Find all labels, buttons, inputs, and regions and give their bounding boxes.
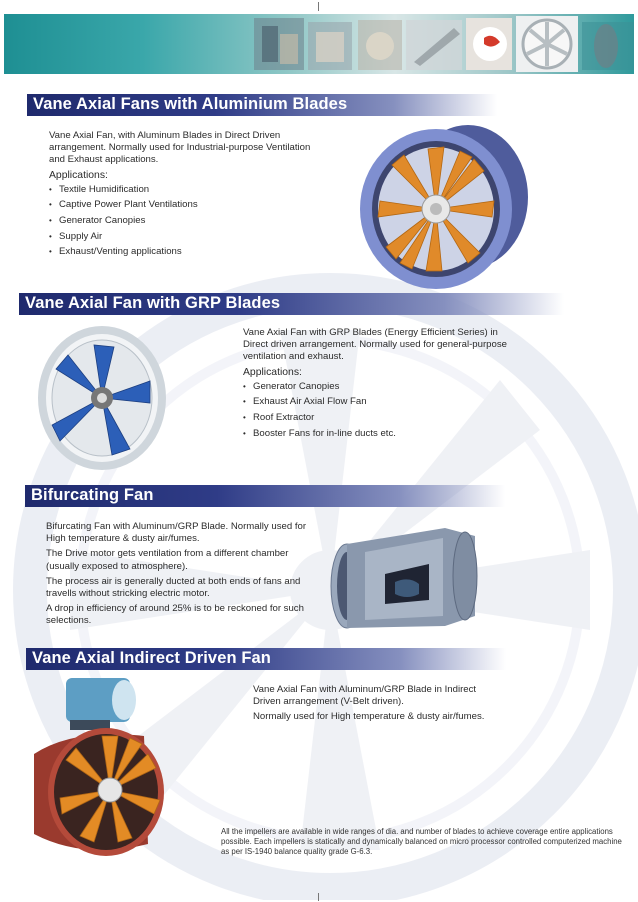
section-body: [243, 327, 508, 443]
section-description: Vane Axial Fan, with Aluminum Blades in Direct Driven arrangement. Normally used for Industrial-purpose Ventilation and Exhaust applications.: [49, 130, 311, 166]
section-paragraph: Vane Axial Fan with Aluminum/GRP Blade in Indirect Driven arrangement (V-Belt driven).: [253, 684, 477, 708]
list-item: • Roof Extractor: [243, 412, 508, 424]
section-title: Bifurcating Fan: [31, 486, 154, 504]
list-item: • Captive Power Plant Ventilations: [49, 199, 319, 211]
footer-note: [221, 827, 629, 858]
section-title: Vane Axial Indirect Driven Fan: [32, 649, 271, 667]
list-item: • Supply Air: [49, 231, 319, 243]
section-body: [46, 521, 314, 631]
header-banner: [4, 14, 634, 74]
section-description: Vane Axial Fan with GRP Blades (Energy Efficient Series) in Direct driven arrangement. Normally used for general-purpose ventilation and exhaust.: [243, 327, 507, 363]
list-item: • Textile Humidification: [49, 184, 319, 196]
applications-list: [49, 184, 319, 259]
indirect-driven-fan-image: [14, 674, 174, 864]
section-body: [49, 130, 319, 262]
section-paragraph: The Drive motor gets ventilation from a different chamber (usually exposed to atmosphere).: [46, 548, 289, 572]
aluminium-blade-fan-image: [356, 117, 546, 292]
section-title: Vane Axial Fans with Aluminium Blades: [33, 95, 348, 113]
section-paragraph: The process air is generally ducted at both ends of fans and travells without stricking electric motor.: [46, 575, 301, 600]
list-item: • Generator Canopies: [49, 215, 319, 227]
section-paragraph: Bifurcating Fan with Aluminum/GRP Blade. Normally used for High temperature & dusty air/fumes.: [46, 521, 307, 545]
bottom-center-mark: [318, 893, 319, 901]
list-item: • Booster Fans for in-line ducts etc.: [243, 428, 508, 440]
grp-blade-fan-image: [34, 323, 169, 473]
list-item: • Exhaust/Venting applications: [49, 246, 319, 258]
banner-product-collage: [254, 14, 634, 74]
list-item: • Exhaust Air Axial Flow Fan: [243, 396, 508, 408]
applications-list: [243, 381, 508, 440]
applications-label: Applications:: [49, 169, 108, 181]
footer-text: All the impellers are available in wide ranges of dia. and number of blades to achieve coverage entire applications possible. Each impellers is statically and dynamically balanced on micro processor controlled computerized machine as per IS-1940 balance quality grade G-6.3.: [221, 827, 622, 857]
bifurcating-fan-image: [325, 516, 485, 636]
section-paragraph: Normally used for High temperature & dusty air/fumes.: [253, 711, 485, 723]
section-heading-bar: [27, 94, 497, 116]
list-item: • Generator Canopies: [243, 381, 508, 393]
top-center-mark: [318, 2, 319, 11]
section-heading-bar: [25, 485, 505, 507]
section-body: [253, 684, 503, 727]
applications-label: Applications:: [243, 366, 302, 378]
section-title: Vane Axial Fan with GRP Blades: [25, 294, 281, 312]
section-heading-bar: [19, 293, 564, 315]
section-paragraph: A drop in efficiency of around 25% is to be reckoned for such selections.: [46, 603, 304, 627]
section-heading-bar: [26, 648, 506, 670]
